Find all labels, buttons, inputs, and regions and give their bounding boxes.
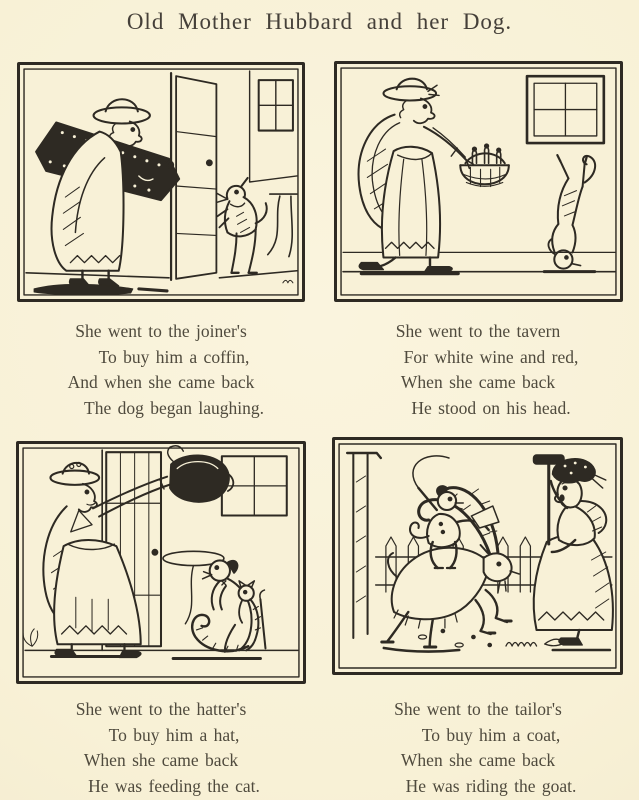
verse-line: He stood on his head.: [411, 397, 571, 418]
verse-line: When she came back: [400, 372, 556, 392]
verse-line: For white wine and red,: [403, 346, 579, 367]
verse-line: When she came back: [400, 750, 556, 770]
illustration-coffin-scene: [17, 62, 305, 302]
woodcut-coffin-drawing: [20, 65, 302, 299]
verse-tailors: [334, 697, 622, 799]
verse-line: And when she came back: [67, 372, 255, 392]
verse-line: He was feeding the cat.: [88, 775, 260, 796]
verse-line: He was riding the goat.: [405, 775, 577, 796]
verse-line: To buy him a coffin,: [98, 346, 250, 367]
illustration-hatter-scene: [16, 441, 306, 684]
verse-line: To buy him a hat,: [108, 724, 240, 745]
illustration-tailor-scene: [332, 437, 623, 675]
verse-line: The dog began laughing.: [84, 397, 264, 418]
illustration-tavern-scene: [334, 61, 623, 302]
verse-tavern: [334, 319, 622, 421]
woodcut-goat-drawing: [335, 440, 620, 672]
woodcut-tavern-drawing: [337, 64, 620, 299]
verse-joiners: [17, 319, 305, 421]
verse-line: She went to the joiner's: [75, 321, 247, 341]
woodcut-hatter-drawing: [19, 444, 303, 681]
verse-hatters: [17, 697, 305, 799]
verse-line: When she came back: [83, 750, 239, 770]
verse-line: She went to the hatter's: [75, 699, 247, 719]
verse-line: She went to the tailor's: [394, 699, 562, 719]
verse-line: To buy him a coat,: [421, 724, 561, 745]
page-title: Old Mother Hubbard and her Dog.: [126, 9, 513, 34]
verse-line: She went to the tavern: [395, 321, 561, 341]
